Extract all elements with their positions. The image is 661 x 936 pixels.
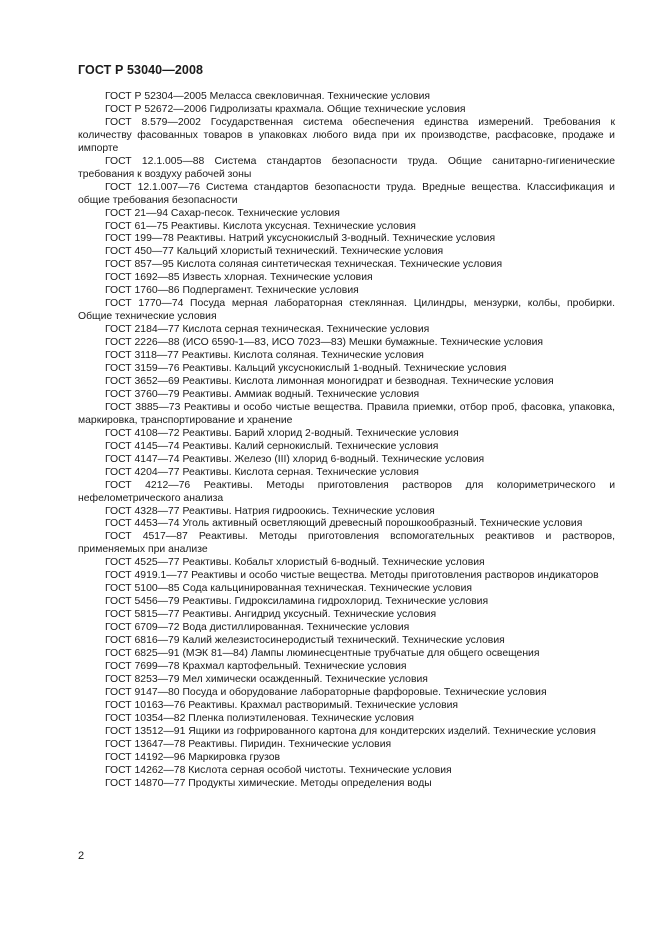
reference-entry: ГОСТ 7699—78 Крахмал картофельный. Технические условия: [105, 660, 407, 672]
reference-entry: ГОСТ 13647—78 Реактивы. Пиридин. Технические условия: [105, 738, 392, 750]
reference-entry: ГОСТ 2184—77 Кислота серная техническая. Технические условия: [105, 324, 430, 336]
reference-entry: ГОСТ 3760—79 Реактивы. Аммиак водный. Технические условия: [105, 388, 420, 400]
reference-entry: ГОСТ 857—95 Кислота соляная синтетическая техническая. Технические условия: [105, 259, 503, 271]
reference-entry: ГОСТ 10354—82 Пленка полиэтиленовая. Технические условия: [105, 712, 414, 724]
reference-entry: ГОСТ 14262—78 Кислота серная особой чистоты. Технические условия: [105, 764, 452, 776]
reference-entry: ГОСТ 1770—74 Посуда мерная лабораторная стеклянная. Цилиндры, мензурки, колбы, пробирки. Общие технические условия: [78, 298, 615, 323]
reference-entry: ГОСТ 13512—91 Ящики из гофрированного картона для кондитерских изделий. Технические условия: [105, 725, 596, 737]
reference-entry: ГОСТ 4525—77 Реактивы. Кобальт хлористый 6-водный. Технические условия: [105, 557, 485, 569]
reference-entry: ГОСТ 21—94 Сахар-песок. Технические условия: [105, 207, 340, 219]
reference-entry: ГОСТ Р 52304—2005 Меласса свекловичная. Технические условия: [105, 91, 431, 102]
page-number: 2: [78, 850, 85, 862]
reference-entry: ГОСТ 3159—76 Реактивы. Кальций уксуснокислый 1-водный. Технические условия: [105, 363, 507, 375]
reference-entry: ГОСТ Р 52672—2006 Гидролизаты крахмала. Общие технические условия: [105, 103, 466, 115]
reference-entry: ГОСТ 5100—85 Сода кальцинированная техническая. Технические условия: [105, 583, 472, 595]
reference-entry: ГОСТ 450—77 Кальций хлористый технический. Технические условия: [105, 246, 444, 258]
reference-entry: ГОСТ 3885—73 Реактивы и особо чистые вещества. Правила приемки, отбор проб, фасовка, упаковка, маркировка, транспортирование и хранение: [78, 401, 615, 426]
reference-entry: ГОСТ 4145—74 Реактивы. Калий сернокислый. Технические условия: [105, 440, 439, 452]
reference-entry: ГОСТ 12.1.007—76 Система стандартов безопасности труда. Вредные вещества. Классификация и общие требования безопасности: [78, 181, 615, 206]
reference-entry: ГОСТ 4919.1—77 Реактивы и особо чистые вещества. Методы приготовления растворов индикаторов: [105, 570, 599, 582]
reference-entry: ГОСТ 4212—76 Реактивы. Методы приготовления растворов для колориметрического и нефелометрического анализа: [78, 479, 615, 504]
reference-entry: ГОСТ 14192—96 Маркировка грузов: [105, 751, 281, 763]
reference-entry: ГОСТ 6825—91 (МЭК 81—84) Лампы люминесцентные трубчатые для общего освещения: [105, 647, 540, 659]
reference-entry: ГОСТ 3118—77 Реактивы. Кислота соляная. Технические условия: [105, 350, 424, 362]
reference-entry: ГОСТ 2226—88 (ИСО 6590-1—83, ИСО 7023—83) Мешки бумажные. Технические условия: [105, 337, 544, 349]
reference-entry: ГОСТ 14870—77 Продукты химические. Методы определения воды: [105, 777, 432, 789]
normative-references-list: [78, 91, 615, 790]
reference-entry: ГОСТ 4328—77 Реактивы. Натрия гидроокись. Технические условия: [105, 505, 435, 517]
reference-entry: ГОСТ 199—78 Реактивы. Натрий уксуснокислый 3-водный. Технические условия: [105, 233, 496, 245]
reference-entry: ГОСТ 6816—79 Калий железистосинеродистый технический. Технические условия: [105, 635, 505, 647]
reference-entry: ГОСТ 10163—76 Реактивы. Крахмал растворимый. Технические условия: [105, 699, 459, 711]
reference-entry: ГОСТ 3652—69 Реактивы. Кислота лимонная моногидрат и безводная. Технические условия: [105, 375, 554, 387]
reference-entry: ГОСТ 5456—79 Реактивы. Гидроксиламина гидрохлорид. Технические условия: [105, 596, 489, 608]
reference-entry: ГОСТ 12.1.005—88 Система стандартов безопасности труда. Общие санитарно-гигиенические требования к воздуху рабочей зоны: [78, 155, 615, 180]
reference-entry: ГОСТ 8253—79 Мел химически осажденный. Технические условия: [105, 673, 428, 685]
reference-entry: ГОСТ 4147—74 Реактивы. Железо (III) хлорид 6-водный. Технические условия: [105, 453, 485, 465]
reference-entry: ГОСТ 8.579—2002 Государственная система обеспечения единства измерений. Требования к количеству фасованных товаров в упаковках любого вида при их производстве, расфасовке, продаже и импорте: [78, 116, 615, 154]
reference-entry: ГОСТ 4453—74 Уголь активный осветляющий древесный порошкообразный. Технические условия: [105, 518, 583, 530]
reference-entry: ГОСТ 5815—77 Реактивы. Ангидрид уксусный. Технические условия: [105, 609, 437, 621]
reference-entry: ГОСТ 6709—72 Вода дистиллированная. Технические условия: [105, 622, 410, 634]
reference-entry: ГОСТ 1692—85 Известь хлорная. Технические условия: [105, 272, 373, 284]
reference-entry: ГОСТ 4517—87 Реактивы. Методы приготовления вспомогательных реактивов и растворов, применяемых при анализе: [78, 531, 615, 556]
reference-entry: ГОСТ 9147—80 Посуда и оборудование лабораторные фарфоровые. Технические условия: [105, 686, 547, 698]
reference-entry: ГОСТ 61—75 Реактивы. Кислота уксусная. Технические условия: [105, 220, 416, 232]
page-title: ГОСТ Р 53040—2008: [78, 63, 204, 77]
reference-entry: ГОСТ 4108—72 Реактивы. Барий хлорид 2-водный. Технические условия: [105, 427, 459, 439]
reference-entry: ГОСТ 4204—77 Реактивы. Кислота серная. Технические условия: [105, 466, 419, 478]
reference-entry: ГОСТ 1760—86 Подпергамент. Технические условия: [105, 285, 359, 297]
